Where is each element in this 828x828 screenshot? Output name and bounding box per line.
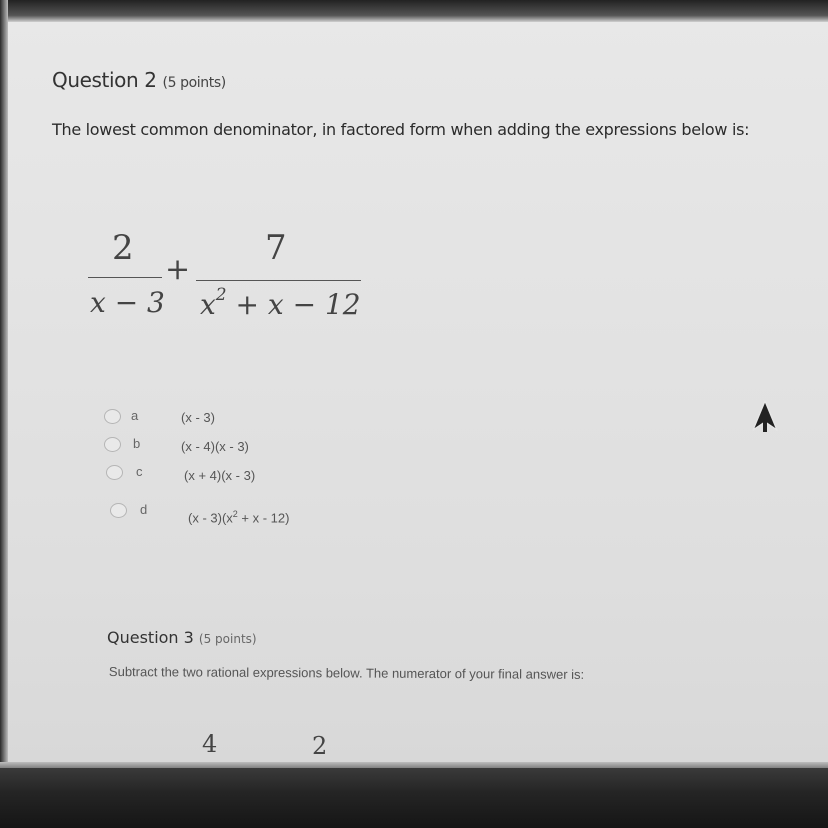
question-3-heading [107, 628, 257, 647]
fraction-2-den-exponent: 2 [215, 284, 227, 305]
screen-bezel [0, 0, 828, 22]
question-2-points: (5 points) [162, 75, 226, 91]
option-a-text: (x - 3) [181, 410, 215, 425]
screen-bezel-left [0, 0, 8, 768]
fraction-1-denominator: x − 3 [90, 286, 165, 319]
plus-operator: + [165, 252, 191, 287]
question-3-numerator-1: 4 [202, 730, 218, 758]
fraction-2-den-x: x [200, 288, 216, 321]
radio-button-a[interactable] [104, 409, 121, 424]
fraction-1-numerator: 2 [112, 228, 134, 268]
radio-button-b[interactable] [104, 437, 121, 452]
question-3-points: (5 points) [198, 632, 257, 646]
option-c-text: (x + 4)(x - 3) [184, 468, 256, 483]
question-2-heading [52, 68, 226, 92]
option-d-text-before: (x - 3)(x [188, 510, 233, 526]
radio-button-c[interactable] [106, 465, 123, 480]
mouse-pointer-icon [752, 400, 778, 434]
option-d-text [188, 509, 289, 525]
option-b-text: (x - 4)(x - 3) [181, 439, 249, 454]
fraction-2-den-rest: + x − 12 [226, 288, 361, 321]
option-d-letter: d [140, 502, 148, 517]
question-3-title: Question 3 [107, 628, 194, 647]
laptop-base [0, 768, 828, 828]
radio-button-d[interactable] [110, 503, 127, 518]
question-3-prompt: Subtract the two rational expressions below. The numerator of your final answer is: [108, 664, 585, 682]
option-a-letter: a [131, 408, 139, 423]
fraction-2-denominator [200, 284, 361, 321]
fraction-2-numerator: 7 [265, 228, 287, 268]
option-d-text-after: + x - 12) [237, 510, 290, 526]
fraction-2-bar [196, 280, 361, 281]
option-b-letter: b [133, 436, 141, 451]
fraction-1-bar [88, 277, 162, 278]
option-c-letter: c [136, 464, 143, 479]
question-2-title: Question 2 [52, 68, 157, 92]
question-2-prompt: The lowest common denominator, in factored form when adding the expressions below is: [52, 120, 750, 139]
option-d-exponent: 2 [232, 509, 238, 519]
question-3-numerator-2: 2 [312, 732, 328, 760]
